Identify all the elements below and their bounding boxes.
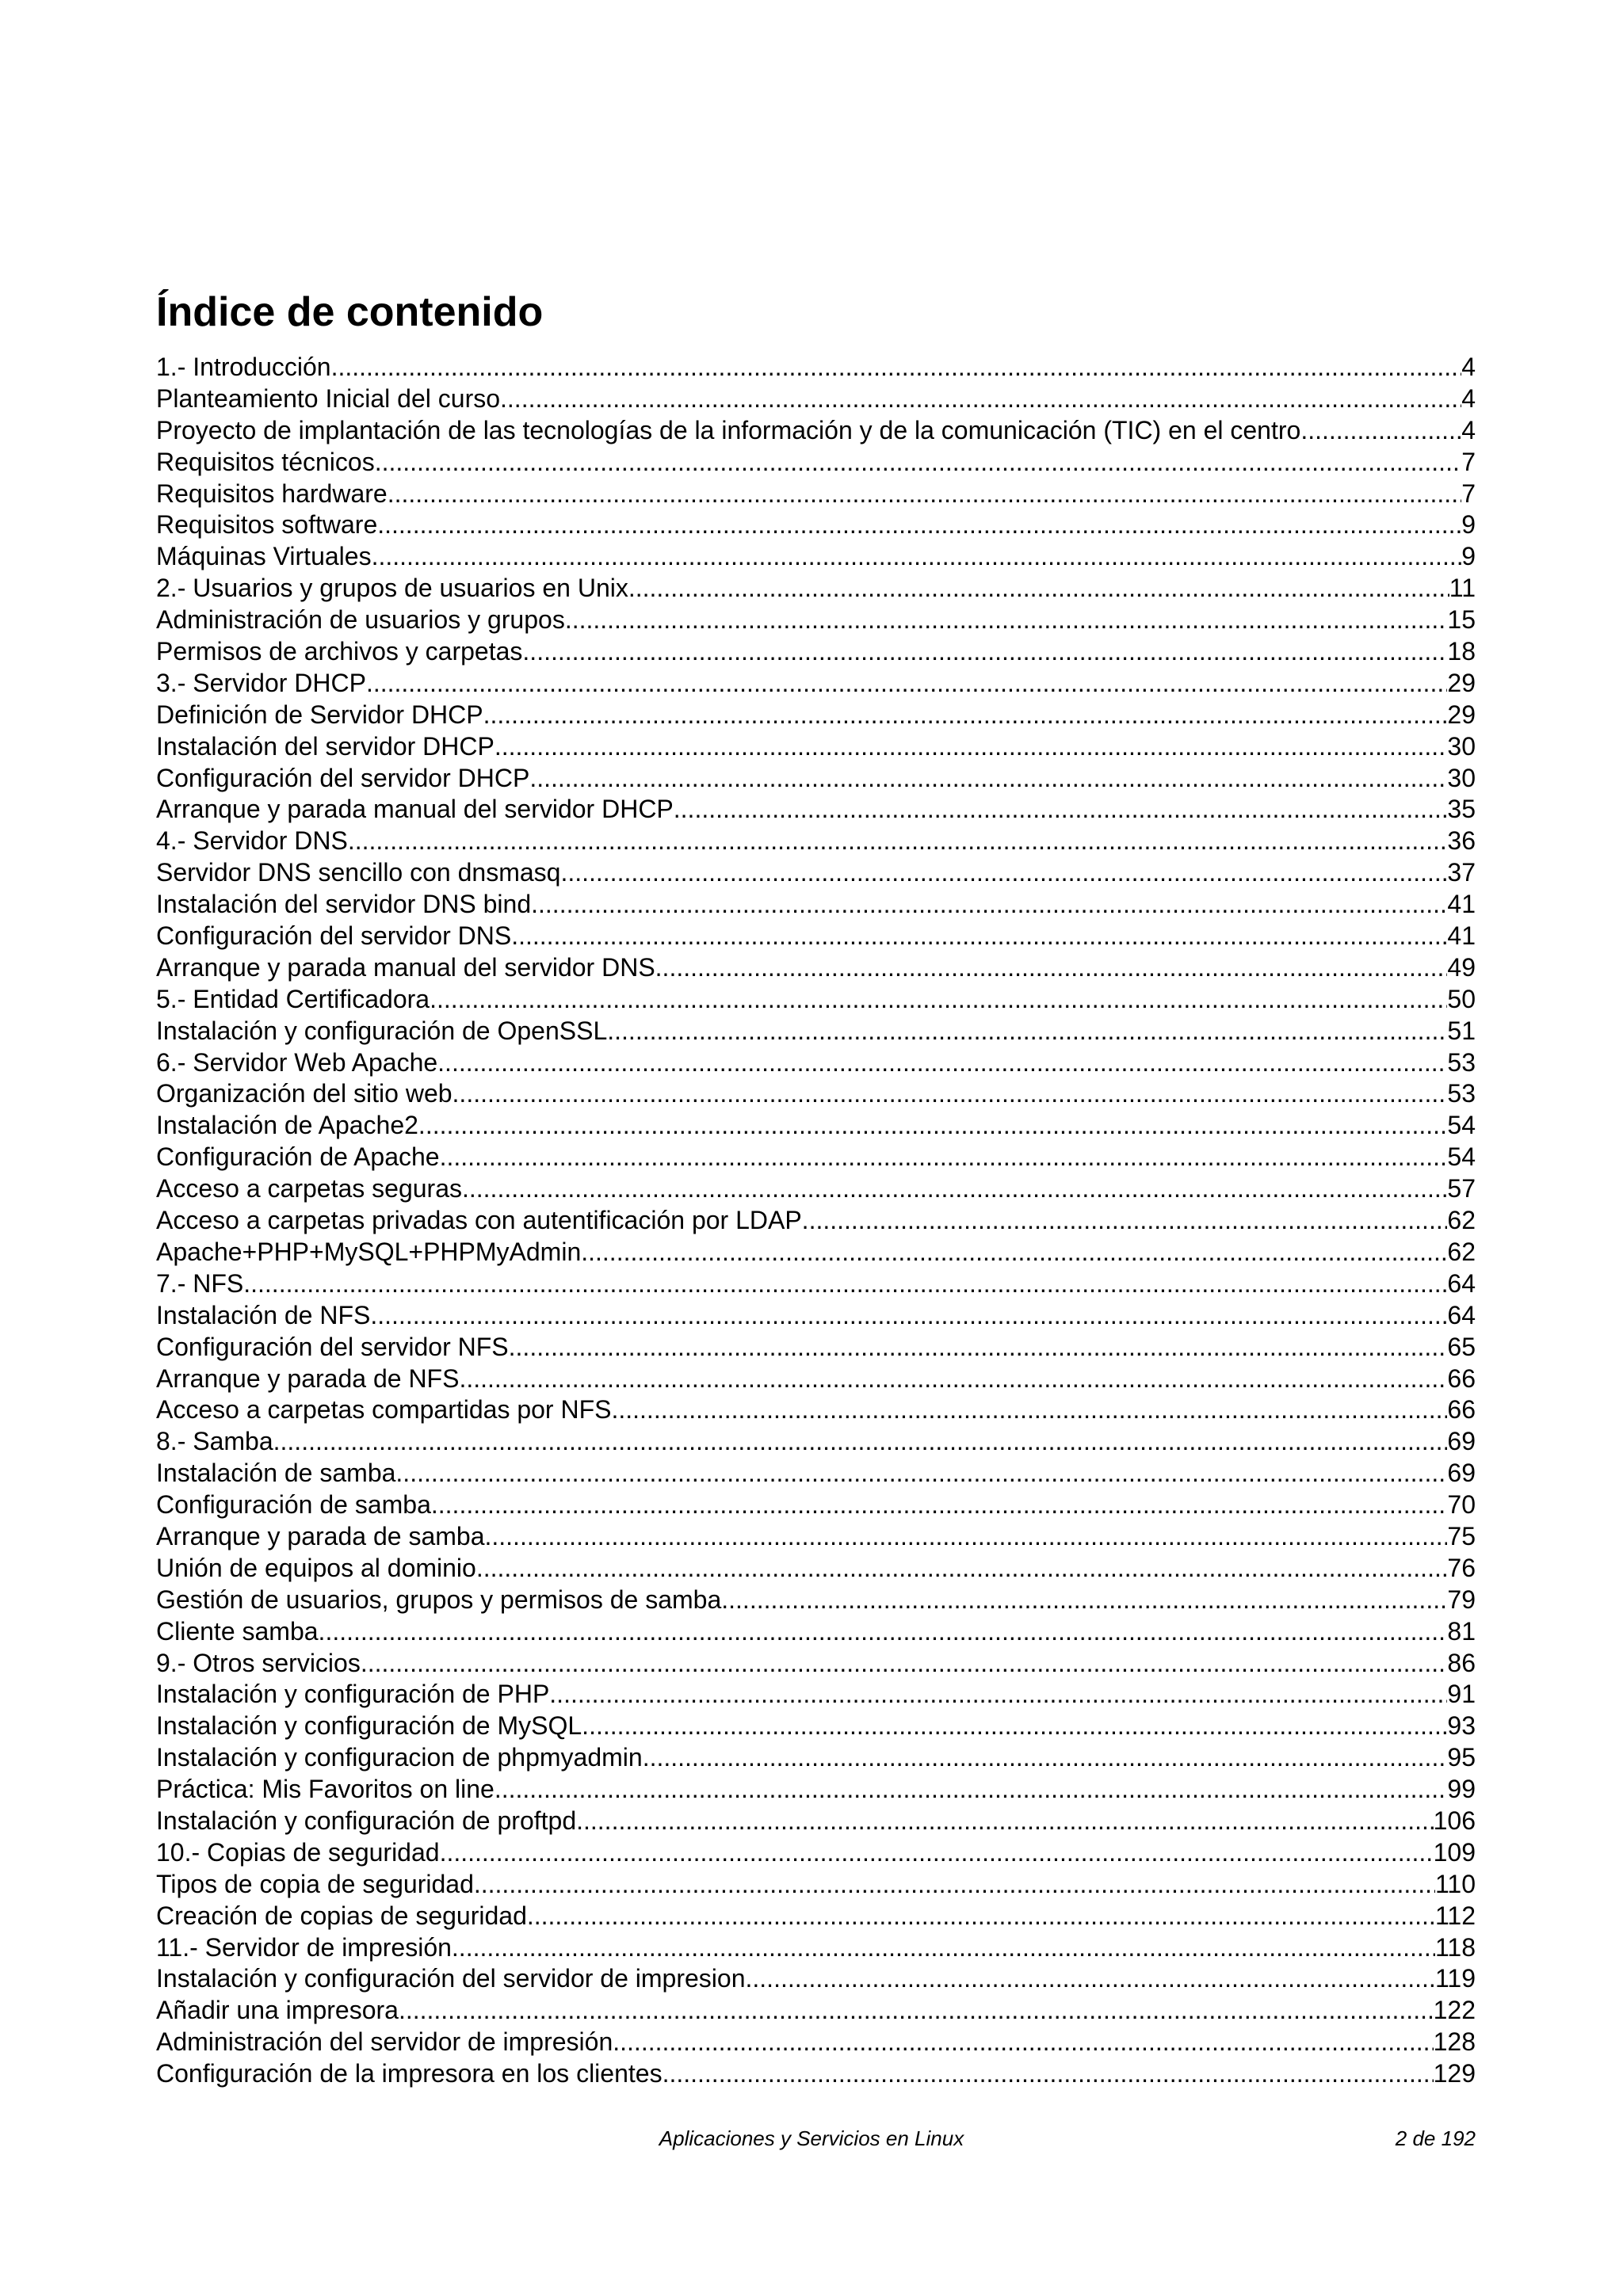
toc-dot-leader xyxy=(366,668,1447,700)
toc-entry-page: 110 xyxy=(1434,1869,1476,1898)
toc-dot-leader xyxy=(453,1078,1448,1110)
toc-entry-title: Instalación de NFS xyxy=(156,1300,371,1329)
toc-entry-page: 91 xyxy=(1447,1680,1476,1709)
toc-entry[interactable] xyxy=(156,1047,1476,1079)
toc-dot-leader xyxy=(511,921,1447,952)
toc-entry[interactable] xyxy=(156,541,1476,573)
toc-entry-title: Requisitos técnicos xyxy=(156,447,375,476)
toc-entry-title: Máquinas Virtuales xyxy=(156,542,372,571)
toc-entry-page: 76 xyxy=(1447,1553,1476,1582)
toc-entry-page: 69 xyxy=(1447,1459,1476,1488)
toc-entry-page: 29 xyxy=(1447,700,1476,729)
toc-dot-leader xyxy=(474,1869,1435,1901)
toc-entry-page: 66 xyxy=(1447,1363,1476,1393)
toc-entry-page: 109 xyxy=(1433,1837,1476,1867)
toc-dot-leader xyxy=(476,1553,1448,1585)
toc-entry[interactable] xyxy=(156,668,1476,700)
toc-dot-leader xyxy=(628,573,1449,605)
toc-dot-leader xyxy=(484,1521,1447,1553)
toc-dot-leader xyxy=(581,1237,1447,1268)
toc-dot-leader xyxy=(440,1837,1434,1869)
toc-entry-page: 93 xyxy=(1447,1711,1476,1741)
toc-entry-page: 4 xyxy=(1461,415,1476,444)
toc-dot-leader xyxy=(459,1363,1447,1395)
toc-entry[interactable] xyxy=(156,857,1476,889)
toc-entry[interactable] xyxy=(156,1585,1476,1616)
toc-entry[interactable] xyxy=(156,1078,1476,1110)
toc-entry-page: 69 xyxy=(1447,1427,1476,1456)
toc-entry[interactable] xyxy=(156,1268,1476,1300)
toc-entry-title: Instalación y configuracion de phpmyadmin xyxy=(156,1743,643,1772)
toc-entry-page: 75 xyxy=(1447,1521,1476,1550)
toc-entry[interactable] xyxy=(156,1995,1476,2027)
toc-entry-title: Instalación y configuración de MySQL xyxy=(156,1711,582,1741)
toc-entry-title: Acceso a carpetas seguras xyxy=(156,1174,462,1203)
toc-entry-title: Instalación de Apache2 xyxy=(156,1111,418,1140)
toc-dot-leader xyxy=(331,352,1462,383)
toc-dot-leader xyxy=(348,826,1448,857)
toc-entry-page: 11 xyxy=(1449,574,1476,603)
toc-entry[interactable] xyxy=(156,636,1476,668)
toc-entry[interactable] xyxy=(156,1521,1476,1553)
toc-entry-title: Apache+PHP+MySQL+PHPMyAdmin xyxy=(156,1237,582,1266)
toc-entry[interactable] xyxy=(156,1458,1476,1489)
toc-entry-page: 64 xyxy=(1447,1268,1476,1298)
toc-entry-page: 30 xyxy=(1447,763,1476,792)
toc-entry-title: 11.- Servidor de impresión xyxy=(156,1932,452,1962)
toc-entry-page: 65 xyxy=(1447,1332,1476,1361)
toc-dot-leader xyxy=(495,1774,1448,1806)
toc-entry[interactable] xyxy=(156,1426,1476,1458)
toc-entry[interactable] xyxy=(156,952,1476,984)
toc-entry-page: 57 xyxy=(1447,1174,1476,1203)
toc-entry-page: 64 xyxy=(1447,1300,1476,1329)
toc-dot-leader xyxy=(395,1458,1447,1489)
toc-entry-page: 62 xyxy=(1447,1237,1476,1266)
toc-entry[interactable] xyxy=(156,1016,1476,1047)
toc-entry-title: Arranque y parada de samba xyxy=(156,1521,485,1550)
toc-dot-leader xyxy=(527,1901,1435,1932)
toc-entry-title: Requisitos hardware xyxy=(156,479,388,508)
toc-entry-page: 36 xyxy=(1447,826,1476,856)
toc-entry[interactable] xyxy=(156,1489,1476,1521)
toc-entry-title: Arranque y parada de NFS xyxy=(156,1363,460,1393)
toc-entry-title: Configuración de Apache xyxy=(156,1142,440,1172)
toc-dot-leader xyxy=(522,636,1447,668)
toc-entry[interactable] xyxy=(156,509,1476,541)
toc-entry-title: 8.- Samba xyxy=(156,1427,273,1456)
toc-entry-page: 79 xyxy=(1447,1585,1476,1614)
toc-entry-title: 2.- Usuarios y grupos de usuarios en Unix xyxy=(156,574,628,603)
toc-entry[interactable] xyxy=(156,1869,1476,1901)
toc-dot-leader xyxy=(370,1300,1447,1332)
toc-entry-title: Arranque y parada manual del servidor DHCP xyxy=(156,795,674,824)
toc-entry[interactable] xyxy=(156,1553,1476,1585)
toc-entry-title: Instalación y configuración de PHP xyxy=(156,1680,550,1709)
toc-entry[interactable] xyxy=(156,2058,1476,2090)
toc-entry[interactable] xyxy=(156,1332,1476,1363)
toc-entry-title: Administración de usuarios y grupos xyxy=(156,605,565,635)
toc-entry[interactable] xyxy=(156,731,1476,763)
toc-entry[interactable] xyxy=(156,1237,1476,1268)
toc-entry-title: Configuración del servidor DHCP xyxy=(156,763,530,792)
toc-dot-leader xyxy=(611,1394,1447,1426)
toc-entry-title: Tipos de copia de seguridad xyxy=(156,1869,474,1898)
toc-dot-leader xyxy=(483,700,1448,731)
toc-entry[interactable] xyxy=(156,1173,1476,1205)
toc-entry-title: Proyecto de implantación de las tecnologías de la información y de la comunicación (TIC) en el centro xyxy=(156,415,1301,444)
toc-dot-leader xyxy=(549,1679,1447,1711)
toc-entry-title: 9.- Otros servicios xyxy=(156,1648,361,1677)
toc-entry-page: 9 xyxy=(1461,542,1476,571)
toc-dot-leader xyxy=(582,1711,1447,1742)
toc-entry-title: Instalación y configuración del servidor de impresion xyxy=(156,1964,746,1993)
toc-dot-leader xyxy=(375,447,1462,479)
toc-entry-title: Instalación de samba xyxy=(156,1459,396,1488)
toc-dot-leader xyxy=(418,1110,1447,1142)
toc-entry-title: Acceso a carpetas privadas con autentificación por LDAP xyxy=(156,1206,802,1235)
toc-entry-title: Requisitos software xyxy=(156,510,378,540)
toc-entry[interactable] xyxy=(156,1963,1476,1995)
toc-entry[interactable] xyxy=(156,1711,1476,1742)
toc-dot-leader xyxy=(273,1426,1448,1458)
toc-entry-title: Práctica: Mis Favoritos on line xyxy=(156,1775,495,1804)
toc-entry[interactable] xyxy=(156,2027,1476,2058)
toc-dot-leader xyxy=(361,1648,1448,1680)
toc-entry-title: Instalación y configuración de OpenSSL xyxy=(156,1016,608,1045)
toc-dot-leader xyxy=(1300,415,1461,447)
toc-entry-title: Gestión de usuarios, grupos y permisos de samba xyxy=(156,1585,722,1614)
toc-entry-page: 9 xyxy=(1461,510,1476,540)
toc-dot-leader xyxy=(495,731,1448,763)
toc-entry-title: Unión de equipos al dominio xyxy=(156,1553,476,1582)
toc-dot-leader xyxy=(431,1489,1448,1521)
toc-entry-title: 7.- NFS xyxy=(156,1268,244,1298)
toc-entry-title: Administración del servidor de impresión xyxy=(156,2027,613,2057)
toc-entry[interactable] xyxy=(156,1901,1476,1932)
toc-entry[interactable] xyxy=(156,1742,1476,1774)
toc-entry-title: Acceso a carpetas compartidas por NFS xyxy=(156,1395,612,1425)
toc-entry-title: 10.- Copias de seguridad xyxy=(156,1837,440,1867)
toc-entry-page: 53 xyxy=(1447,1079,1476,1108)
toc-entry-page: 66 xyxy=(1447,1395,1476,1425)
toc-entry-page: 81 xyxy=(1447,1616,1476,1646)
toc-dot-leader xyxy=(462,1173,1447,1205)
toc-entry[interactable] xyxy=(156,1300,1476,1332)
toc-dot-leader xyxy=(430,984,1447,1016)
toc-entry-page: 41 xyxy=(1447,921,1476,951)
toc-dot-leader xyxy=(509,1332,1448,1363)
toc-dot-leader xyxy=(560,857,1447,889)
toc-entry[interactable] xyxy=(156,700,1476,731)
toc-entry-page: 99 xyxy=(1447,1775,1476,1804)
toc-entry-page: 4 xyxy=(1461,383,1476,413)
toc-entry-page: 7 xyxy=(1461,447,1476,476)
toc-entry-page: 41 xyxy=(1447,890,1476,919)
toc-entry-page: 49 xyxy=(1447,952,1476,982)
toc-dot-leader xyxy=(674,794,1448,826)
toc-entry-page: 62 xyxy=(1447,1206,1476,1235)
toc-entry-page: 54 xyxy=(1447,1142,1476,1172)
toc-entry-page: 122 xyxy=(1433,1996,1476,2025)
toc-entry-title: Configuración del servidor NFS xyxy=(156,1332,509,1361)
toc-dot-leader xyxy=(529,763,1447,795)
toc-entry-page: 54 xyxy=(1447,1111,1476,1140)
toc-entry-page: 18 xyxy=(1447,637,1476,666)
toc-entry[interactable] xyxy=(156,1616,1476,1648)
toc-entry-title: 6.- Servidor Web Apache xyxy=(156,1047,438,1077)
toc-entry[interactable] xyxy=(156,573,1476,605)
toc-entry-title: Configuración de la impresora en los clientes xyxy=(156,2059,663,2088)
toc-entry-page: 86 xyxy=(1447,1648,1476,1677)
toc-dot-leader xyxy=(576,1806,1434,1837)
toc-entry-page: 15 xyxy=(1447,605,1476,635)
toc-entry-title: Organización del sitio web xyxy=(156,1079,453,1108)
toc-entry[interactable] xyxy=(156,383,1476,415)
toc-dot-leader xyxy=(440,1142,1448,1173)
toc-entry-page: 118 xyxy=(1434,1932,1476,1962)
toc-dot-leader xyxy=(388,479,1462,510)
table-of-contents xyxy=(156,352,1476,2090)
toc-entry-title: 5.- Entidad Certificadora xyxy=(156,984,430,1013)
toc-entry[interactable] xyxy=(156,1837,1476,1869)
footer-document-title: Aplicaciones y Servicios en Linux xyxy=(659,2126,964,2150)
toc-entry-page: 112 xyxy=(1434,1901,1476,1930)
toc-dot-leader xyxy=(721,1585,1447,1616)
toc-entry[interactable] xyxy=(156,1679,1476,1711)
toc-entry-title: Arranque y parada manual del servidor DNS xyxy=(156,952,655,982)
toc-entry[interactable] xyxy=(156,479,1476,510)
toc-entry-page: 50 xyxy=(1447,984,1476,1013)
toc-entry-title: Instalación del servidor DNS bind xyxy=(156,890,532,919)
toc-entry-page: 95 xyxy=(1447,1743,1476,1772)
toc-entry-page: 129 xyxy=(1433,2059,1476,2088)
toc-entry-title: Instalación y configuración de proftpd xyxy=(156,1806,577,1835)
toc-entry[interactable] xyxy=(156,1394,1476,1426)
toc-entry-title: 4.- Servidor DNS xyxy=(156,826,348,856)
toc-entry[interactable] xyxy=(156,921,1476,952)
toc-entry-title: Instalación del servidor DHCP xyxy=(156,731,495,761)
toc-entry[interactable] xyxy=(156,1774,1476,1806)
toc-entry[interactable] xyxy=(156,1205,1476,1237)
toc-dot-leader xyxy=(607,1016,1447,1047)
toc-entry[interactable] xyxy=(156,794,1476,826)
toc-entry-title: Definición de Servidor DHCP xyxy=(156,700,483,729)
toc-entry-title: Añadir una impresora xyxy=(156,1996,399,2025)
toc-entry-page: 37 xyxy=(1447,858,1476,887)
toc-entry-page: 119 xyxy=(1434,1964,1476,1993)
toc-entry-page: 51 xyxy=(1447,1016,1476,1045)
toc-dot-leader xyxy=(643,1742,1448,1774)
toc-entry-title: Configuración de samba xyxy=(156,1490,431,1520)
toc-dot-leader xyxy=(377,509,1461,541)
toc-entry[interactable] xyxy=(156,984,1476,1016)
toc-entry-title: Configuración del servidor DNS xyxy=(156,921,512,951)
toc-entry-title: Permisos de archivos y carpetas xyxy=(156,637,523,666)
toc-entry[interactable] xyxy=(156,415,1476,447)
toc-entry-page: 128 xyxy=(1433,2027,1476,2057)
toc-entry[interactable] xyxy=(156,605,1476,636)
toc-entry-title: Creación de copias de seguridad xyxy=(156,1901,527,1930)
toc-entry[interactable] xyxy=(156,1648,1476,1680)
toc-entry-title: Planteamiento Inicial del curso xyxy=(156,383,501,413)
toc-dot-leader xyxy=(372,541,1462,573)
toc-entry-page: 106 xyxy=(1433,1806,1476,1835)
toc-dot-leader xyxy=(655,952,1448,984)
toc-dot-leader xyxy=(613,2027,1433,2058)
toc-dot-leader xyxy=(452,1932,1435,1964)
toc-entry[interactable] xyxy=(156,889,1476,921)
page-title: Índice de contenido xyxy=(156,289,544,335)
toc-dot-leader xyxy=(437,1047,1447,1079)
toc-entry[interactable] xyxy=(156,1806,1476,1837)
toc-dot-leader xyxy=(746,1963,1435,1995)
toc-dot-leader xyxy=(243,1268,1447,1300)
toc-dot-leader xyxy=(319,1616,1448,1648)
toc-entry-page: 7 xyxy=(1461,479,1476,508)
toc-dot-leader xyxy=(531,889,1447,921)
toc-dot-leader xyxy=(802,1205,1448,1237)
toc-entry[interactable] xyxy=(156,826,1476,857)
toc-entry-title: Cliente samba xyxy=(156,1616,319,1646)
footer-page-number: 2 de 192 xyxy=(1395,2126,1476,2150)
toc-entry-page: 53 xyxy=(1447,1047,1476,1077)
toc-entry[interactable] xyxy=(156,1363,1476,1395)
toc-entry-page: 29 xyxy=(1447,668,1476,697)
toc-entry[interactable] xyxy=(156,1110,1476,1142)
toc-entry-page: 70 xyxy=(1447,1490,1476,1520)
toc-entry-title: 3.- Servidor DHCP xyxy=(156,668,366,697)
toc-entry-page: 30 xyxy=(1447,731,1476,761)
toc-entry[interactable] xyxy=(156,447,1476,479)
toc-entry[interactable] xyxy=(156,352,1476,383)
toc-entry-title: 1.- Introducción xyxy=(156,353,331,381)
toc-entry[interactable] xyxy=(156,1932,1476,1964)
toc-dot-leader xyxy=(663,2058,1434,2090)
toc-entry[interactable] xyxy=(156,1142,1476,1173)
toc-entry[interactable] xyxy=(156,763,1476,795)
toc-dot-leader xyxy=(565,605,1448,636)
toc-entry-title: Servidor DNS sencillo con dnsmasq xyxy=(156,858,561,887)
toc-entry-page: 4 xyxy=(1461,353,1476,381)
toc-dot-leader xyxy=(500,383,1461,415)
toc-entry-page: 35 xyxy=(1447,795,1476,824)
toc-dot-leader xyxy=(399,1995,1434,2027)
